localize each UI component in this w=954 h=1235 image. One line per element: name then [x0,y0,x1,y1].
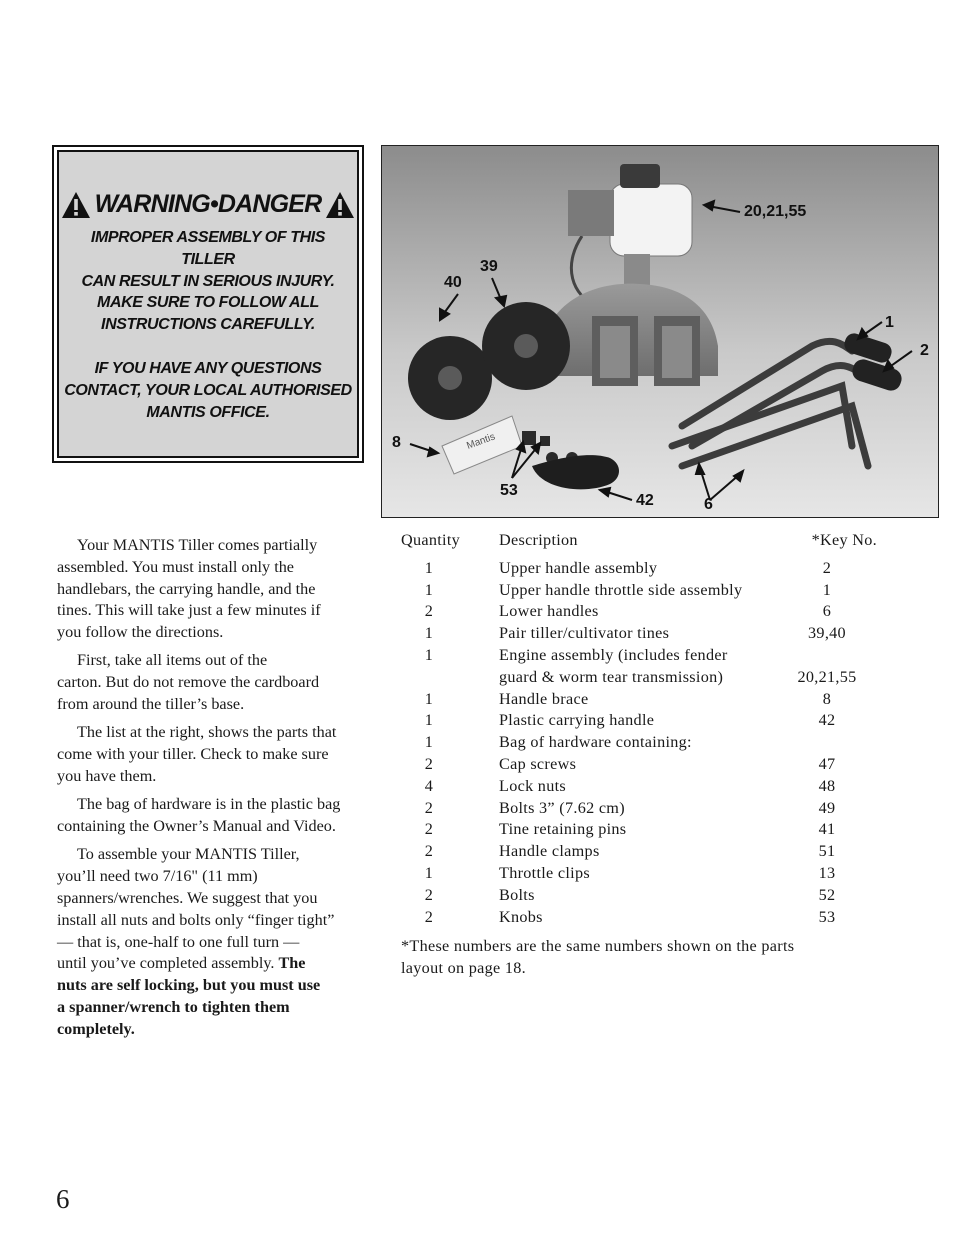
assembly-intro [57,535,377,1047]
key-number-cell: 48 [818,776,836,795]
warning-line: CONTACT, YOUR LOCAL AUTHORISED [64,381,352,399]
table-row [401,558,901,580]
header-quantity: Quantity [401,531,461,549]
warning-triangle-icon [325,191,355,219]
description-cell: guard & worm tear transmission) [499,667,724,686]
description-cell: Upper handle throttle side assembly [499,580,743,599]
description-cell: Engine assembly (includes fender [499,645,728,664]
table-row [401,710,901,732]
quantity-cell [401,667,457,689]
quantity-cell: 4 [424,776,434,795]
key-number-cell: 13 [818,863,836,882]
parts-photo [381,145,939,518]
description-cell: Upper handle assembly [499,558,658,577]
description-cell: Tine retaining pins [499,820,627,839]
table-row [401,885,901,907]
quantity-cell: 2 [424,885,434,904]
parts-footnote: *These numbers are the same numbers shown on the parts layout on page 18. [401,937,795,977]
intro-paragraph: To assemble your MANTIS Tiller, you’ll need two 7/16" (11 mm) spanners/wrenches. We suggest that you install all nuts and bolts only “finger tight” — that is, one-half to one full turn — until you’ve completed assembly. The nuts are self locking, but you must use a spanner/wrench to tighten them completely. [57,845,335,1038]
table-row [401,689,901,711]
key-number-cell: 2 [822,558,832,577]
warning-box [52,145,364,463]
warning-line: MAKE SURE TO FOLLOW ALL [97,294,319,312]
page-number: 6 [56,1184,70,1214]
header-description: Description [499,531,578,549]
description-cell: Throttle clips [499,863,590,882]
quantity-cell: 1 [424,580,434,599]
quantity-cell: 1 [424,863,434,882]
warning-line: CAN RESULT IN SERIOUS INJURY. [81,272,335,290]
table-row [401,798,901,820]
description-cell: Handle brace [499,689,589,708]
carton-label: Mantis [465,431,497,452]
callout-engine: 20,21,55 [744,203,807,220]
key-number-cell [777,732,877,754]
key-number-cell: 53 [818,907,836,926]
table-row [401,667,901,689]
warning-line: MANTIS OFFICE. [146,403,270,421]
intro-paragraph: Your MANTIS Tiller comes partially assembled. You must install only the handlebars, the carrying handle, and the tines. This will take just a few minutes if you follow the directions. [57,536,321,642]
quantity-cell: 2 [424,754,434,773]
callout-knobs-53: 53 [500,482,518,499]
warning-title [59,190,357,219]
key-number-cell: 1 [822,580,832,599]
intro-paragraph: First, take all items out of the carton. But do not remove the cardboard from around the tiller’s base. [57,651,320,714]
key-number-cell: 42 [818,711,836,730]
table-row [401,580,901,602]
callout-carrying-handle-42: 42 [636,492,654,509]
callout-brace-8: 8 [392,434,401,451]
table-row [401,907,901,929]
warning-line: INSTRUCTIONS CAREFULLY. [101,316,315,334]
description-cell: Cap screws [499,754,577,773]
table-row [401,732,901,754]
key-number-cell: 41 [818,820,836,839]
description-cell: Lock nuts [499,776,566,795]
key-number-cell: 49 [818,798,836,817]
quantity-cell: 2 [424,907,434,926]
header-key-no: *Key No. [811,531,877,549]
parts-table-body [401,558,901,929]
key-number-cell: 52 [818,885,836,904]
table-row [401,819,901,841]
callout-lower-handles-6: 6 [704,496,713,513]
table-row [401,754,901,776]
callout-tine-40: 40 [444,274,462,291]
key-number-cell: 20,21,55 [797,667,857,686]
warning-line: IMPROPER ASSEMBLY OF THIS TILLER [90,229,326,268]
quantity-cell: 1 [424,558,434,577]
key-number-cell: 51 [818,842,836,861]
intro-paragraph: The list at the right, shows the parts that come with your tiller. Check to make sure you have them. [57,723,337,785]
description-cell: Bag of hardware containing: [499,733,692,752]
description-cell: Lower handles [499,602,599,621]
quantity-cell: 2 [424,820,434,839]
intro-paragraph: The bag of hardware is in the plastic bag containing the Owner’s Manual and Video. [57,795,341,836]
callout-tine-39: 39 [480,258,498,275]
key-number-cell: 6 [822,602,832,621]
tiller-parts-illustration [382,146,938,517]
quantity-cell: 1 [424,711,434,730]
description-cell: Handle clamps [499,842,600,861]
description-cell: Bolts 3” (7.62 cm) [499,798,625,817]
description-cell: Knobs [499,907,543,926]
quantity-cell: 1 [424,733,434,752]
table-row [401,645,901,667]
key-number-cell: 39,40 [808,624,846,643]
table-row [401,841,901,863]
quantity-cell: 1 [424,689,434,708]
quantity-cell: 2 [424,602,434,621]
warning-message [63,227,353,336]
quantity-cell: 1 [424,645,434,664]
quantity-cell: 1 [424,624,434,643]
quantity-cell: 2 [424,842,434,861]
key-number-cell: 8 [822,689,832,708]
warning-line: IF YOU HAVE ANY QUESTIONS [94,359,322,377]
warning-panel [57,150,359,458]
parts-table [401,530,901,928]
warning-contact-message [63,358,353,423]
callout-handle-2: 2 [920,342,929,359]
table-row [401,623,901,645]
description-cell: Bolts [499,885,535,904]
parts-table-header [401,530,901,552]
table-row [401,776,901,798]
key-number-cell: 47 [818,754,836,773]
warning-triangle-icon [61,191,91,219]
quantity-cell: 2 [424,798,434,817]
table-row [401,601,901,623]
description-cell: Pair tiller/cultivator tines [499,624,670,643]
table-row [401,863,901,885]
warning-title-text: WARNING•DANGER [94,190,322,218]
callout-handle-1: 1 [885,314,894,331]
key-number-cell [777,645,877,667]
description-cell: Plastic carrying handle [499,711,655,730]
